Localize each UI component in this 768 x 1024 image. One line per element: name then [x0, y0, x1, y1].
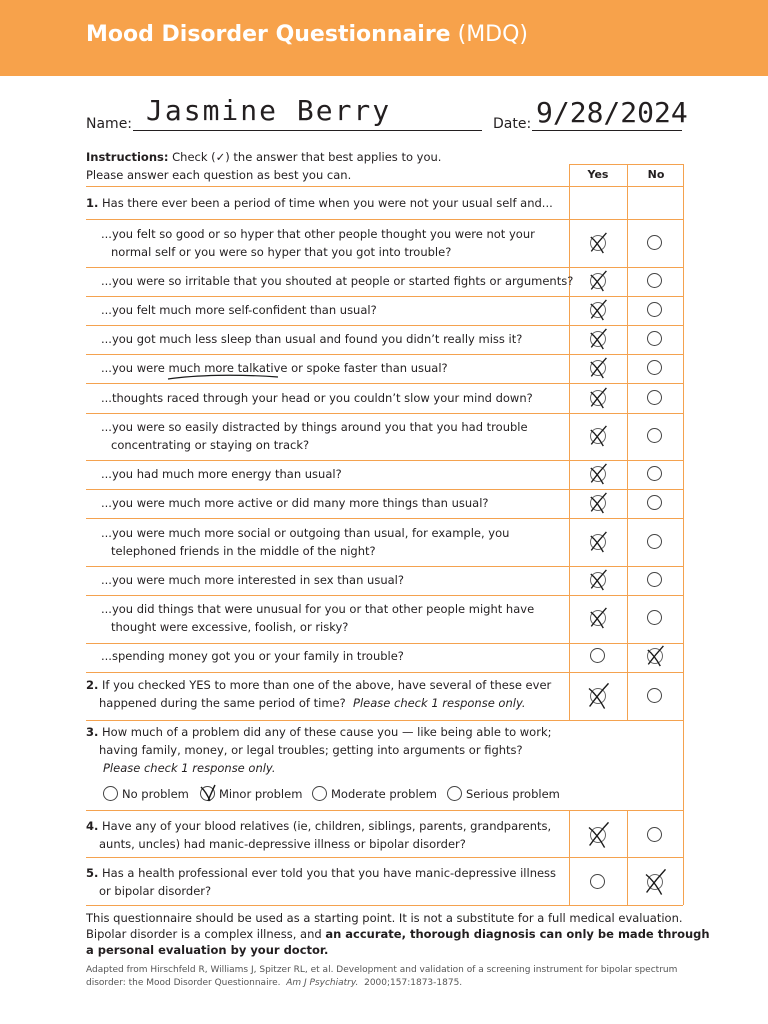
header-bar: [0, 0, 768, 76]
item-line: ...you got much less sleep than usual and found you didn’t really miss it?: [101, 332, 523, 346]
grid-row-line: [86, 518, 683, 519]
handwritten-check-mark: [586, 424, 610, 448]
question-1: 1. Has there ever been a period of time when you were not your usual self and...: [86, 196, 553, 210]
grid-row-line: [86, 566, 683, 567]
question-1-item: [101, 571, 404, 589]
item-line: ...you were so irritable that you shouted at people or started fights or arguments?: [101, 274, 574, 288]
question-2: 2. If you checked YES to more than one of the above, have several of these ever happened during the same period of time? Please check 1 response only.: [86, 678, 552, 710]
item-line: ...you had much more energy than usual?: [101, 467, 342, 481]
q1-item-12-no-circle[interactable]: [647, 610, 662, 625]
handwritten-check-mark: [586, 530, 610, 554]
item-line: telephoned friends in the middle of the night?: [111, 544, 376, 558]
handwritten-check-mark: [586, 568, 610, 592]
page-title: Mood Disorder Questionnaire (MDQ): [86, 22, 529, 47]
handwritten-check-mark: [586, 269, 610, 293]
q1-item-4-no-circle[interactable]: [647, 331, 662, 346]
handwritten-check-mark: [586, 356, 610, 380]
column-header-no: No: [647, 168, 665, 181]
handwritten-check-mark: [586, 606, 610, 630]
grid-no-left-line: [627, 810, 628, 905]
grid-row-line: [86, 643, 683, 644]
question-1-item: [101, 418, 528, 454]
grid-row-line: [86, 810, 683, 811]
grid-top-line: [569, 164, 683, 165]
name-label: Name:: [86, 116, 133, 132]
date-label: Date:: [493, 116, 532, 132]
q1-item-13-yes-circle[interactable]: [590, 648, 605, 663]
handwritten-check-mark: [586, 462, 610, 486]
q1-item-1-no-circle[interactable]: [647, 235, 662, 250]
q1-item-2-no-circle[interactable]: [647, 273, 662, 288]
handwritten-check-mark: [583, 681, 613, 711]
q1-item-7-no-circle[interactable]: [647, 428, 662, 443]
grid-row-line: [86, 219, 683, 220]
radio-circle[interactable]: [447, 786, 462, 801]
grid-row-line: [86, 383, 683, 384]
q2-no-circle[interactable]: [647, 688, 662, 703]
item-line: concentrating or staying on track?: [111, 438, 310, 452]
column-header-yes: Yes: [587, 168, 609, 181]
item-line: ...thoughts raced through your head or you couldn’t slow your mind down?: [101, 391, 533, 405]
handwritten-check-mark: [586, 386, 610, 410]
handwritten-check-mark: [643, 644, 667, 668]
q1-item-6-no-circle[interactable]: [647, 390, 662, 405]
item-line: ...you did things that were unusual for you or that other people might have: [101, 602, 535, 616]
q1-item-8-no-circle[interactable]: [647, 466, 662, 481]
q1-item-5-no-circle[interactable]: [647, 360, 662, 375]
item-line: ...you were much more interested in sex than usual?: [101, 573, 404, 587]
item-line: normal self or you were so hyper that you got into trouble?: [111, 245, 452, 259]
grid-yes-left-line: [569, 810, 570, 905]
question-5: 5. Has a health professional ever told you that you have manic-depressive illness or bipolar disorder?: [86, 866, 557, 898]
grid-row-line: [86, 672, 683, 673]
question-1-item: [101, 465, 342, 483]
grid-row-line: [86, 489, 683, 490]
grid-row-line: [86, 325, 683, 326]
handwritten-underline: [166, 372, 286, 382]
q1-item-9-no-circle[interactable]: [647, 495, 662, 510]
handwritten-check-mark: [586, 298, 610, 322]
handwritten-check-mark: [586, 231, 610, 255]
question-1-item: [101, 524, 509, 560]
question-1-item: [101, 301, 377, 319]
name-underline: [133, 130, 482, 131]
item-line: thought were excessive, foolish, or risky?: [111, 620, 349, 634]
item-line: ...you felt so good or so hyper that other people thought you were not your: [101, 227, 535, 241]
grid-right-line: [683, 164, 684, 905]
item-line: ...you were much more active or did many more things than usual?: [101, 496, 489, 510]
grid-no-left-line: [627, 164, 628, 720]
name-value[interactable]: Jasmine Berry: [146, 94, 392, 127]
item-line: ...you were much more talkative or spoke faster than usual?: [101, 361, 448, 375]
footer-disclaimer: This questionnaire should be used as a starting point. It is not a substitute for a full medical evaluation. Bipolar disorder is a complex illness, and an accurate, thorough diagnosis can only be made through a personal evaluation by your doctor.: [86, 911, 710, 957]
grid-row-line: [86, 186, 683, 187]
grid-row-line: [86, 595, 683, 596]
question-1-item: [101, 389, 533, 407]
q1-item-10-no-circle[interactable]: [647, 534, 662, 549]
question-1-item: [101, 647, 404, 665]
q4-no-circle[interactable]: [647, 827, 662, 842]
grid-row-line: [86, 296, 683, 297]
handwritten-check-mark: [586, 491, 610, 515]
item-line: ...you felt much more self-confident than usual?: [101, 303, 377, 317]
date-value[interactable]: 9/28/2024: [536, 96, 688, 129]
q1-item-11-no-circle[interactable]: [647, 572, 662, 587]
q1-item-3-no-circle[interactable]: [647, 302, 662, 317]
item-line: ...you were so easily distracted by things around you that you had trouble: [101, 420, 528, 434]
grid-row-line: [86, 267, 683, 268]
question-1-item: [101, 330, 522, 348]
question-1-item: [101, 225, 535, 261]
item-line: ...spending money got you or your family in trouble?: [101, 649, 404, 663]
grid-row-line: [86, 857, 683, 858]
instructions: Instructions: Check (✓) the answer that best applies to you. Please answer each question as best you can.: [86, 150, 442, 182]
question-1-item: [101, 272, 573, 290]
handwritten-check-mark: [198, 783, 218, 803]
handwritten-check-mark: [640, 867, 670, 897]
question-1-item: [101, 494, 489, 512]
grid-row-line: [86, 905, 683, 906]
radio-circle[interactable]: [103, 786, 118, 801]
date-underline: [532, 130, 682, 131]
grid-yes-left-line: [569, 164, 570, 720]
question-4: 4. Have any of your blood relatives (ie, children, siblings, parents, grandparents, aunts, uncles) had manic-depressive illness or bipolar disorder?: [86, 819, 552, 851]
grid-row-line: [86, 413, 683, 414]
grid-row-line: [86, 354, 683, 355]
reference-citation: Adapted from Hirschfeld R, Williams J, Spitzer RL, et al. Development and validation of a screening instrument for bipolar spectrum disorder: the Mood Disorder Questionnaire. Am J Psychiatry. 2000;157:1873-1875.: [86, 965, 678, 988]
q5-yes-circle[interactable]: [590, 874, 605, 889]
question-3: 3. How much of a problem did any of these cause you — like being able to work; having family, money, or legal troubles; getting into arguments or fights? Please check 1 response only.: [86, 725, 552, 775]
handwritten-check-mark: [583, 820, 613, 850]
grid-row-line: [86, 460, 683, 461]
question-1-item: [101, 600, 534, 636]
radio-circle[interactable]: [312, 786, 327, 801]
handwritten-check-mark: [586, 327, 610, 351]
grid-row-line: [86, 720, 683, 721]
item-line: ...you were much more social or outgoing than usual, for example, you: [101, 526, 510, 540]
